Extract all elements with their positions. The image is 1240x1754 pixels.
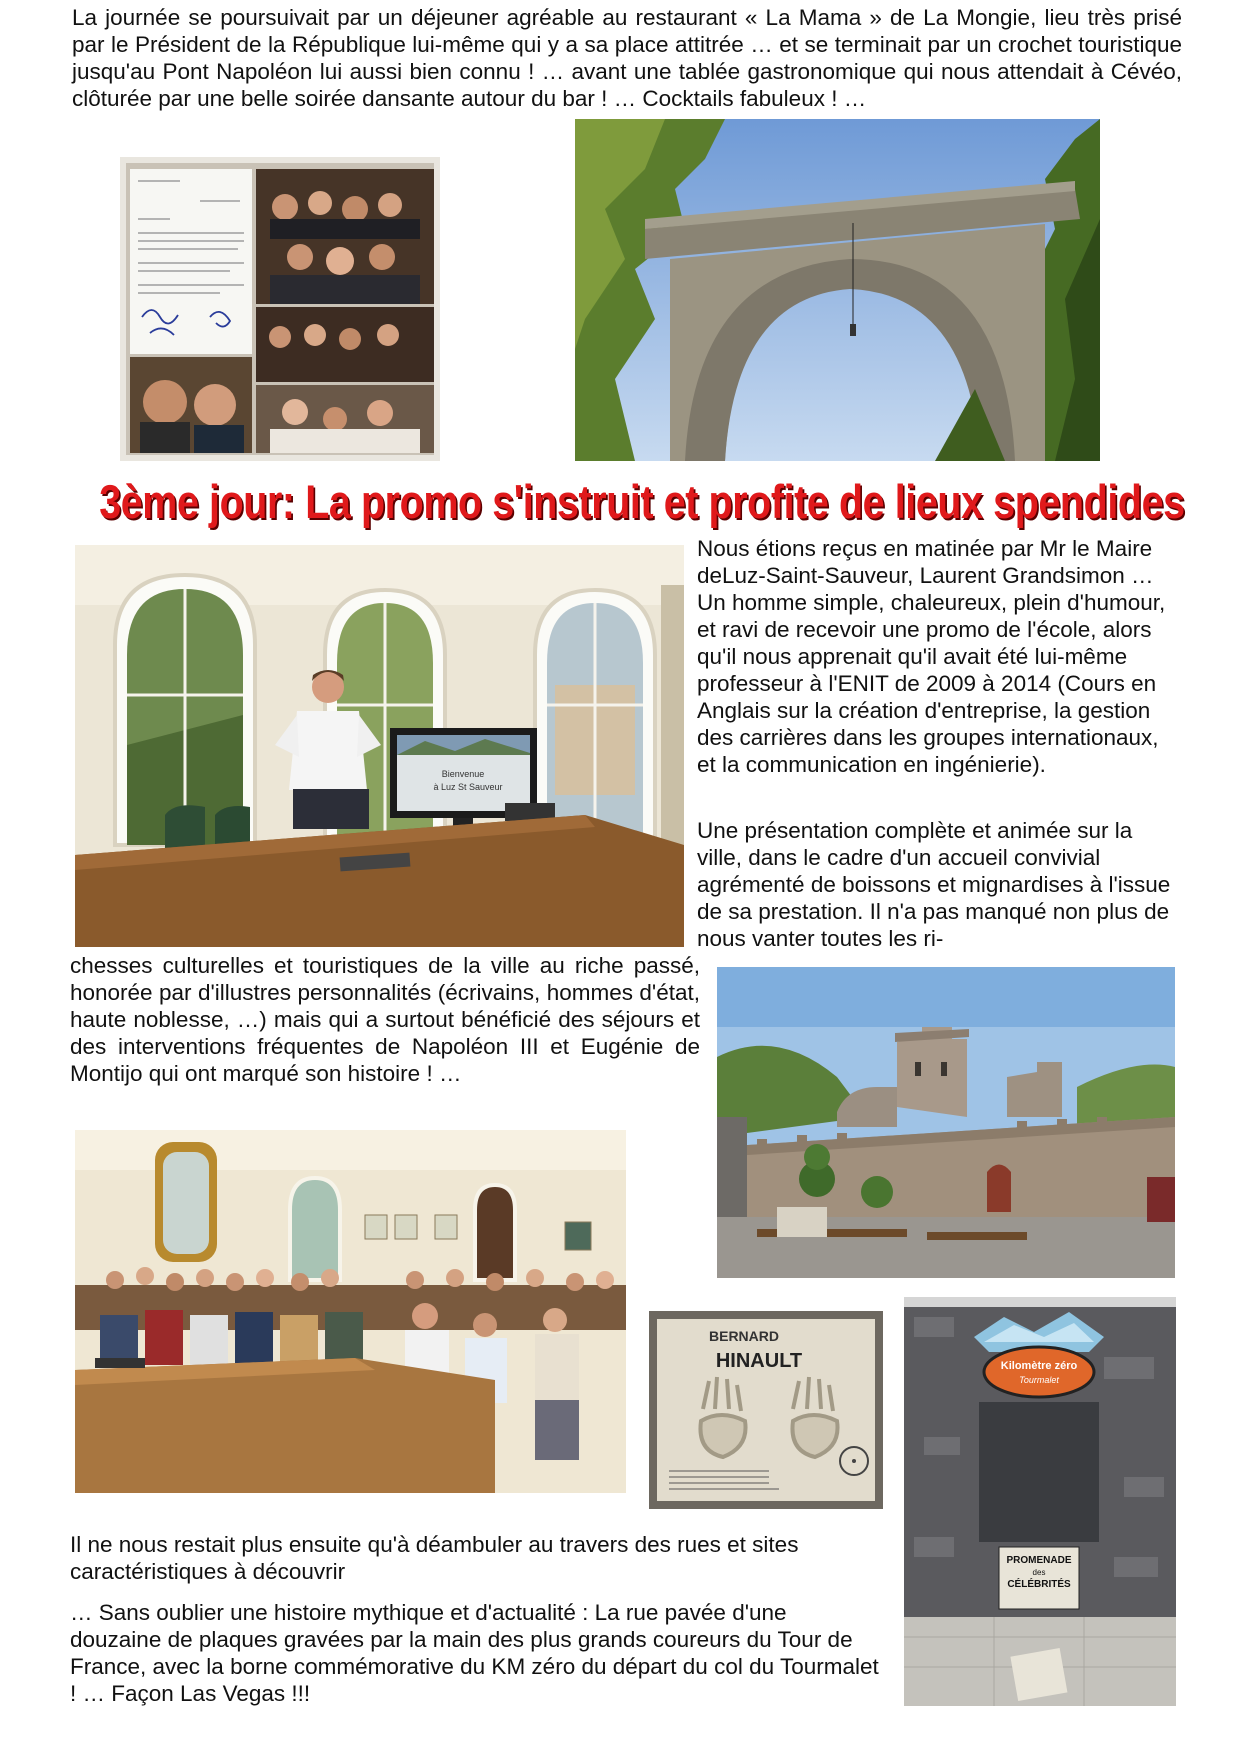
day-three-headline: 3ème jour: La promo s'instruit et profite de lieux spendides <box>99 475 1185 528</box>
promenade-line2: des <box>1032 1568 1046 1577</box>
presentation-paragraph: Une présentation complète et animée sur la ville, dans le cadre d'un accueil convivial agrémenté de boissons et mignardises à l'issue de sa prestation. Il n'a pas manqué non plus de nous vanter toutes les ri- <box>697 818 1171 951</box>
photo-audience-room <box>75 1130 626 1493</box>
photo-pont-napoleon <box>575 119 1100 461</box>
photo-president-letter-collage <box>120 157 440 461</box>
screen-slide-line1: Bienvenue <box>441 769 485 779</box>
km-zero-line1: Kilomètre zéro <box>1000 1360 1078 1372</box>
photo-hinault-plaque <box>649 1311 883 1509</box>
hinault-first-name: BERNARD <box>709 1328 779 1344</box>
photo-fortified-church <box>717 967 1175 1278</box>
intro-paragraph: La journée se poursuivait par un déjeuner agréable au restaurant « La Mama » de La Mongie, lieu très prisé par le Président de la République lui-même qui y a sa place attitrée … et se terminait par un crochet touristique jusqu'au Pont Napoléon lui aussi bien connu ! … avant une tablée gastronomique qui nous attendait à Cévéo, clôturée par une belle soirée dansante autour du bar ! … Cocktails fabuleux ! … <box>72 5 1182 111</box>
history-paragraph: chesses culturelles et touristiques de la ville au riche passé, honorée par d'illustres personnalités (écrivains, hommes d'état, haute noblesse, …) mais qui a surtout bénéficié des séjours et des interventions fréquentes de Napoléon III et Eugénie de Montijo qui ont marqué son histoire ! … <box>70 953 700 1086</box>
hinault-last-name: HINAULT <box>715 1350 803 1372</box>
mayor-paragraph: Nous étions reçus en matinée par Mr le Maire deLuz-Saint-Sauveur, Laurent Grandsimon … Un homme simple, chaleureux, plein d'humour, et ravi de recevoir une promo de l'école, alors qu'il nous apprenait qu'il avait été lui-même professeur à l'ENIT de 2009 à 2014 (Cours en Anglais sur la création d'entreprise, la gestion des carrières dans les groupes internationaux, et la communication en ingénierie). <box>697 536 1166 777</box>
km-zero-line2: Tourmalet <box>1019 1375 1059 1385</box>
tour-paragraph: … Sans oublier une histoire mythique et d'actualité : La rue pavée d'une douzaine de plaques gravées par la main des plus grands coureurs du Tour de France, avec la borne commémorative du KM zéro du départ du col du Tourmalet ! … Façon Las Vegas !!! <box>70 1600 879 1706</box>
stroll-paragraph: Il ne nous restait plus ensuite qu'à déambuler au travers des rues et sites caractéristiques à découvrir <box>70 1532 799 1584</box>
promenade-line1: PROMENADE <box>1006 1555 1072 1566</box>
photo-mayor-presentation <box>75 545 684 947</box>
photo-km-zero-tourmalet <box>904 1297 1176 1706</box>
promenade-line3: CÉLÉBRITÉS <box>1007 1579 1071 1590</box>
screen-slide-line2: à Luz St Sauveur <box>433 782 503 792</box>
